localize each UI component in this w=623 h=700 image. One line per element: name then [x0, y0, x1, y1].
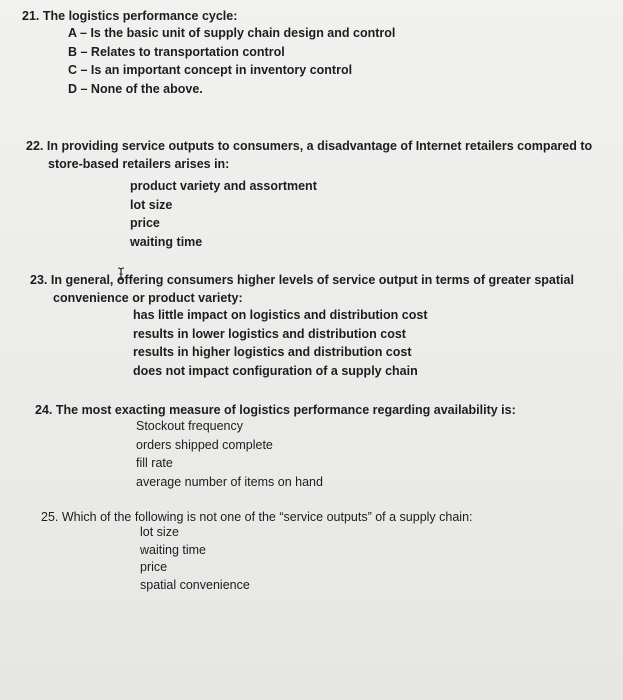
question-stem: The logistics performance cycle: — [42, 9, 238, 23]
question-stem-continued: store-based retailers arises in: — [48, 157, 230, 171]
option: Stockout frequency — [136, 419, 244, 433]
option: fill rate — [136, 456, 173, 470]
option: spatial convenience — [140, 577, 250, 592]
question-22 — [26, 137, 592, 173]
question-number: 21. — [22, 9, 40, 23]
option: has little impact on logistics and distribution cost — [133, 308, 428, 322]
question-stem: In general, offering consumers higher levels of service output in terms of greater spatial — [50, 273, 574, 287]
question-stem: Which of the following is not one of the “service outputs” of a supply chain: — [61, 510, 473, 524]
option: results in lower logistics and distribution cost — [133, 326, 406, 341]
text-cursor-icon — [117, 267, 125, 281]
option: lot size — [130, 197, 173, 212]
question-23 — [30, 271, 574, 307]
question-number: 25. — [41, 510, 59, 524]
option: waiting time — [140, 542, 206, 557]
question-number: 22. — [26, 139, 44, 153]
question-24-options — [136, 417, 323, 491]
option: product variety and assortment — [130, 179, 317, 193]
option-a: A – Is the basic unit of supply chain design and control — [68, 26, 396, 40]
option: does not impact configuration of a supply chain — [133, 363, 418, 378]
question-stem-continued: convenience or product variety: — [53, 291, 243, 305]
option: waiting time — [130, 234, 203, 249]
question-25 — [41, 508, 473, 526]
question-21 — [22, 7, 237, 25]
question-22-options — [130, 177, 317, 251]
question-number: 24. — [35, 403, 53, 417]
question-25-options — [140, 524, 250, 594]
option: price — [130, 216, 160, 230]
option: results in higher logistics and distribution cost — [133, 345, 412, 359]
option: lot size — [140, 525, 179, 539]
option-b: B – Relates to transportation control — [68, 44, 285, 59]
option: orders shipped complete — [136, 437, 273, 452]
question-23-options — [133, 306, 427, 380]
question-stem: In providing service outputs to consumers, a disadvantage of Internet retailers compared to — [46, 139, 593, 153]
option: average number of items on hand — [136, 474, 323, 489]
question-number: 23. — [30, 273, 48, 287]
question-stem: The most exacting measure of logistics performance regarding availability is: — [55, 403, 516, 417]
option-d: D – None of the above. — [68, 81, 203, 96]
question-21-options — [68, 24, 395, 98]
option: price — [140, 560, 168, 574]
option-c: C – Is an important concept in inventory control — [68, 63, 353, 77]
